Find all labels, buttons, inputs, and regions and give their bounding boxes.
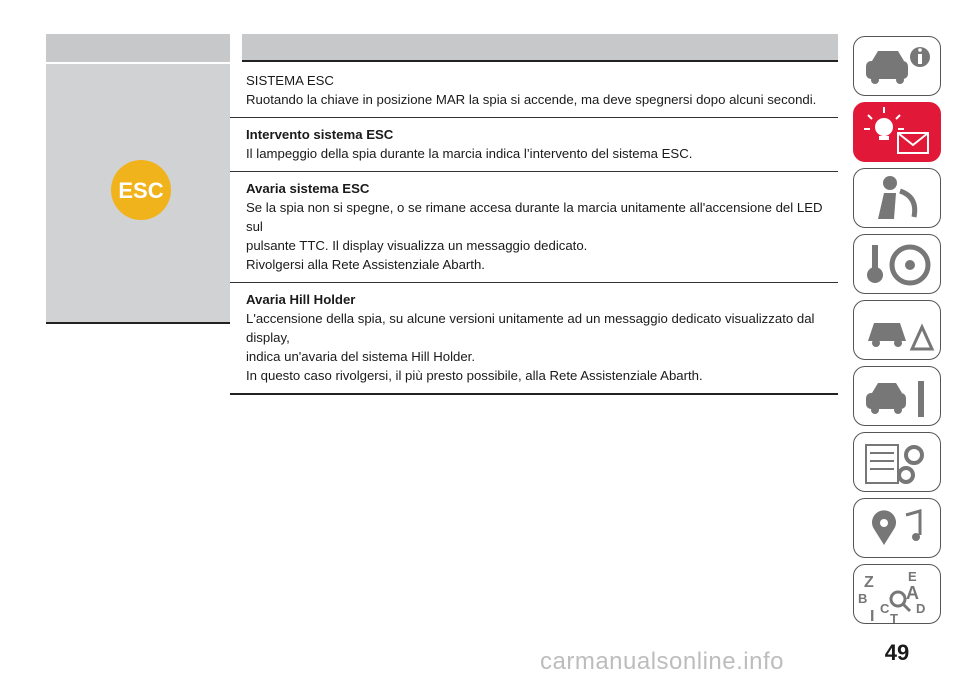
index-letter: D [916, 601, 926, 616]
table-header [46, 34, 838, 62]
section-text: indica un'avaria del sistema Hill Holder. [246, 349, 476, 364]
index-letter: A [906, 583, 919, 603]
tab-safety[interactable] [853, 168, 941, 228]
section-title: SISTEMA ESC [246, 73, 334, 88]
tab-car-info[interactable] [853, 36, 941, 96]
tab-maintenance[interactable] [853, 366, 941, 426]
section-avaria-esc [230, 172, 838, 283]
section-title: Avaria sistema ESC [246, 181, 370, 196]
car-emergency-icon [854, 301, 942, 361]
tab-index[interactable] [853, 564, 941, 624]
tab-multimedia[interactable] [853, 498, 941, 558]
technical-data-icon [854, 433, 942, 493]
section-text: L'accensione della spia, su alcune versioni unitamente ad un messaggio dedicato visualizzato dal display, [246, 311, 815, 345]
tab-technical-data[interactable] [853, 432, 941, 492]
index-letter: Z [864, 574, 874, 591]
section-text: In questo caso rivolgersi, il più presto possibile, alla Rete Assistenziale Abarth. [246, 368, 703, 383]
tab-starting-driving[interactable] [853, 234, 941, 294]
section-avaria-hill-holder [230, 283, 838, 395]
section-title: Intervento sistema ESC [246, 127, 394, 142]
index-letter: I [870, 608, 875, 625]
seat-safety-icon [854, 169, 942, 229]
section-text: Ruotando la chiave in posizione MAR la spia si accende, ma deve spegnersi dopo alcuni secondi. [246, 92, 817, 107]
tab-emergency[interactable] [853, 300, 941, 360]
car-info-icon [854, 37, 942, 97]
index-letter: E [908, 569, 917, 584]
section-title: Avaria Hill Holder [246, 292, 356, 307]
warning-light-message-icon [854, 103, 942, 163]
esc-warning-icon [111, 160, 171, 220]
watermark: carmanualsonline.info [540, 648, 784, 675]
section-intervento-esc [230, 118, 838, 172]
section-text: Se la spia non si spegne, o se rimane accesa durante la marcia unitamente all'accensione del LED sul [246, 200, 823, 234]
page-number: 49 [884, 640, 910, 665]
table-header-text-column [242, 34, 838, 62]
multimedia-icon [854, 499, 942, 559]
section-sistema-esc [230, 64, 838, 118]
index-letter: C [880, 601, 890, 616]
index-letter: B [858, 591, 868, 606]
index-icon [854, 565, 942, 625]
table-header-icon-column [46, 34, 230, 62]
section-text: Il lampeggio della spia durante la marcia indica l’intervento del sistema ESC. [246, 146, 693, 161]
key-steering-icon [854, 235, 942, 295]
tab-warning-lights[interactable] [853, 102, 941, 162]
car-maintenance-icon [854, 367, 942, 427]
index-letter: T [890, 611, 898, 625]
esc-badge-label: ESC [118, 178, 164, 203]
section-text: pulsante TTC. Il display visualizza un messaggio dedicato. [246, 238, 588, 253]
esc-description-column [230, 64, 838, 395]
section-text: Rivolgersi alla Rete Assistenziale Abarth. [246, 257, 485, 272]
